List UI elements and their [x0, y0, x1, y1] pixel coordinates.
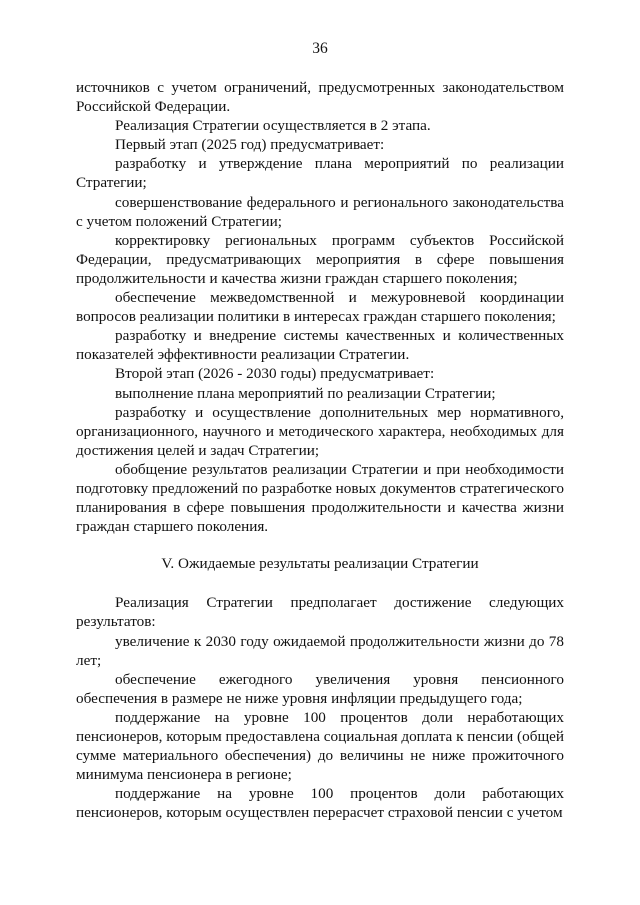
paragraph: Реализация Стратегии осуществляется в 2 этапа. [115, 117, 431, 135]
paragraph: увеличение к 2030 году ожидаемой продолжительности жизни до 78 лет; [76, 632, 564, 669]
paragraph: разработку и внедрение системы качественных и количественных показателей эффективности реализации Стратегии. [76, 327, 564, 364]
paragraph: Второй этап (2026 - 2030 годы) предусматривает: [115, 365, 435, 383]
paragraph: поддержание на уровне 100 процентов доли работающих пенсионеров, которым осуществлен перерасчет страховой пенсии с учетом [76, 785, 564, 822]
paragraph: обеспечение ежегодного увеличения уровня пенсионного обеспечения в размере не ниже уровня инфляции предыдущего года; [76, 670, 564, 707]
spacer [76, 573, 564, 593]
paragraph: разработку и осуществление дополнительных мер нормативного, организационного, научного и методического характера, необходимых для достижения целей и задач Стратегии; [76, 403, 564, 459]
paragraph: Реализация Стратегии предполагает достижение следующих результатов: [76, 594, 564, 631]
paragraph: разработку и утверждение плана мероприятий по реализации Стратегии; [76, 155, 564, 192]
document-body [76, 78, 564, 822]
paragraph: обеспечение межведомственной и межуровневой координации вопросов реализации политики в интересах граждан старшего поколения; [76, 289, 564, 326]
paragraph: совершенствование федерального и регионального законодательства с учетом положений Стратегии; [76, 193, 564, 230]
paragraph: корректировку региональных программ субъектов Российской Федерации, предусматривающих мероприятия в сфере повышения продолжительности и качества жизни граждан старшего поколения; [76, 231, 564, 287]
paragraphs-bottom [76, 593, 564, 822]
paragraph: поддержание на уровне 100 процентов доли неработающих пенсионеров, которым предоставлена социальная доплата к пенсии (общей сумме материального обеспечения) до величины не ниже прожиточного минимума пенсионера в регионе; [76, 708, 565, 784]
paragraphs-top [76, 78, 564, 536]
paragraph: обобщение результатов реализации Стратегии и при необходимости подготовку предложений по разработке новых документов стратегического планирования в сфере повышения продолжительности и качества жизни граждан старшего поколения. [76, 460, 564, 536]
section-heading: V. Ожидаемые результаты реализации Стратегии [161, 555, 479, 573]
spacer [76, 536, 564, 554]
paragraph: источников с учетом ограничений, предусмотренных законодательством Российской Федерации. [76, 79, 564, 116]
paragraph: Первый этап (2025 год) предусматривает: [115, 136, 385, 154]
page-number: 36 [312, 40, 328, 57]
paragraph: выполнение плана мероприятий по реализации Стратегии; [115, 384, 496, 402]
